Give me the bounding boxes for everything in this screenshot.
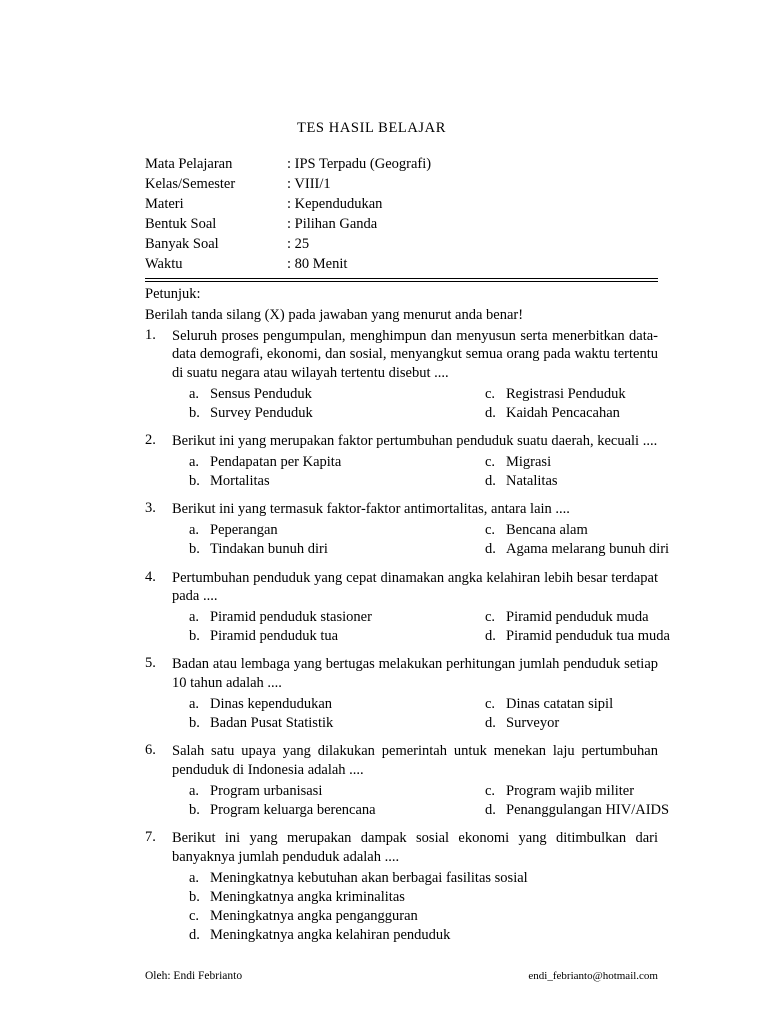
option-letter: c.	[485, 522, 496, 539]
meta-value: : Kependudukan	[287, 196, 383, 213]
option-row	[189, 907, 675, 926]
options-table	[189, 521, 675, 559]
meta-label: Waktu	[145, 256, 183, 273]
meta-label: Bentuk Soal	[145, 216, 217, 233]
option-letter: b.	[189, 541, 200, 558]
option-c[interactable]: Bencana alam	[506, 522, 588, 539]
meta-label: Banyak Soal	[145, 236, 219, 253]
option-letter: a.	[189, 522, 200, 539]
question-text: Pertumbuhan penduduk yang cepat dinamakan angka kelahiran lebih besar terdapat pada ....	[172, 569, 658, 605]
table-row	[145, 195, 658, 215]
table-row	[145, 215, 658, 235]
option-letter: c.	[189, 908, 200, 925]
options-table	[189, 453, 675, 491]
option-c[interactable]: Dinas catatan sipil	[506, 696, 614, 713]
option-a[interactable]: Peperangan	[210, 522, 278, 539]
option-row	[189, 926, 675, 945]
question-text: Berikut ini yang merupakan faktor pertumbuhan penduduk suatu daerah, kecuali ....	[172, 433, 658, 450]
divider	[145, 278, 658, 282]
option-letter: b.	[189, 889, 200, 906]
option-a[interactable]: Program urbanisasi	[210, 783, 323, 800]
questions-list	[145, 326, 670, 946]
options-table	[189, 869, 675, 946]
question-item	[145, 655, 658, 733]
option-d[interactable]: Kaidah Pencacahan	[506, 405, 620, 422]
question-item	[145, 829, 658, 945]
options-table	[189, 695, 675, 733]
option-letter: a.	[189, 609, 200, 626]
option-c[interactable]: Program wajib militer	[506, 783, 635, 800]
option-c[interactable]: Piramid penduduk muda	[506, 609, 649, 626]
footer-email: endi_febrianto@hotmail.com	[528, 970, 658, 982]
option-letter: b.	[189, 802, 200, 819]
option-letter: d.	[485, 628, 496, 645]
question-text: Berikut ini yang termasuk faktor-faktor antimortalitas, antara lain ....	[172, 501, 570, 518]
meta-value: : Pilihan Ganda	[287, 216, 378, 233]
option-letter: d.	[485, 541, 496, 558]
option-letter: b.	[189, 628, 200, 645]
option-row	[189, 714, 675, 733]
option-row	[189, 888, 675, 907]
option-row	[189, 695, 675, 714]
option-letter: d.	[189, 927, 200, 944]
meta-value: : IPS Terpadu (Geografi)	[287, 156, 432, 172]
question-item	[145, 500, 670, 559]
exam-metadata-table	[145, 155, 658, 275]
meta-label: Mata Pelajaran	[145, 156, 233, 172]
question-item	[145, 327, 658, 424]
option-row	[189, 385, 675, 404]
meta-value: : 25	[287, 236, 310, 253]
option-d[interactable]: Piramid penduduk tua muda	[506, 628, 670, 645]
question-item	[145, 432, 658, 491]
option-letter: a.	[189, 696, 200, 713]
question-text: Badan atau lembaga yang bertugas melakukan perhitungan jumlah penduduk setiap 10 tahun adalah ....	[172, 656, 658, 692]
footer-author: Oleh: Endi Febrianto	[145, 970, 243, 982]
meta-value: : 80 Menit	[287, 256, 348, 273]
table-row	[145, 235, 658, 255]
option-d[interactable]: Meningkatnya angka kelahiran penduduk	[210, 927, 451, 944]
question-item	[145, 742, 670, 820]
option-letter: d.	[485, 802, 496, 819]
question-number: 3.	[145, 500, 156, 517]
option-letter: c.	[485, 609, 496, 626]
option-a[interactable]: Pendapatan per Kapita	[210, 454, 342, 471]
option-row	[189, 627, 675, 646]
option-c[interactable]: Migrasi	[506, 454, 552, 471]
option-row	[189, 404, 675, 423]
option-letter: b.	[189, 715, 200, 732]
option-row	[189, 453, 675, 472]
options-table	[189, 385, 675, 423]
option-a[interactable]: Meningkatnya kebutuhan akan berbagai fasilitas sosial	[210, 870, 528, 887]
meta-label: Materi	[145, 196, 184, 213]
table-row	[145, 255, 658, 275]
question-number: 2.	[145, 432, 156, 449]
option-letter: a.	[189, 386, 200, 403]
option-row	[189, 801, 675, 820]
page-footer	[145, 970, 658, 982]
option-b[interactable]: Mortalitas	[210, 473, 270, 490]
option-b[interactable]: Program keluarga berencana	[210, 802, 376, 819]
option-c[interactable]: Meningkatnya angka pengangguran	[210, 908, 418, 925]
option-c[interactable]: Registrasi Penduduk	[506, 386, 626, 403]
question-item	[145, 568, 670, 647]
option-d[interactable]: Surveyor	[506, 715, 560, 732]
option-letter: d.	[485, 473, 496, 490]
table-row	[145, 175, 658, 195]
question-text: Berikut ini yang merupakan dampak sosial ekonomi yang ditimbulkan dari banyaknya jumlah penduduk adalah ....	[172, 830, 658, 866]
option-b[interactable]: Survey Penduduk	[210, 405, 313, 422]
question-text: Seluruh proses pengumpulan, menghimpun dan menyusun serta menerbitkan data-data demografi, ekonomi, dan sosial, menyangkut semua orang pada waktu tertentu di suatu negara atau wilayah tertentu disebut ....	[172, 327, 658, 382]
option-d[interactable]: Natalitas	[506, 473, 558, 490]
option-d[interactable]: Penanggulangan HIV/AIDS	[506, 802, 670, 819]
option-letter: a.	[189, 454, 200, 471]
option-row	[189, 782, 675, 801]
option-row	[189, 521, 675, 540]
option-d[interactable]: Agama melarang bunuh diri	[506, 541, 670, 558]
option-a[interactable]: Sensus Penduduk	[210, 386, 312, 403]
question-number: 4.	[145, 568, 156, 585]
option-letter: c.	[485, 783, 496, 800]
question-text: Salah satu upaya yang dilakukan pemerintah untuk menekan laju pertumbuhan penduduk di Indonesia adalah ....	[172, 743, 658, 779]
option-letter: c.	[485, 386, 496, 403]
option-letter: a.	[189, 783, 200, 800]
meta-value: : VIII/1	[287, 176, 331, 193]
option-letter: c.	[485, 454, 496, 471]
question-number: 1.	[145, 326, 156, 343]
option-row	[189, 608, 675, 627]
option-b[interactable]: Badan Pusat Statistik	[210, 715, 334, 732]
option-b[interactable]: Meningkatnya angka kriminalitas	[210, 889, 405, 906]
option-letter: d.	[485, 405, 496, 422]
option-letter: d.	[485, 715, 496, 732]
option-letter: b.	[189, 473, 200, 490]
option-letter: c.	[485, 696, 496, 713]
option-b[interactable]: Piramid penduduk tua	[210, 628, 339, 645]
options-table	[189, 608, 675, 646]
option-row	[189, 869, 675, 888]
meta-label: Kelas/Semester	[145, 176, 236, 193]
page-title: TES HASIL BELAJAR	[296, 120, 447, 136]
option-letter: a.	[189, 870, 200, 887]
option-a[interactable]: Piramid penduduk stasioner	[210, 609, 372, 626]
option-row	[189, 540, 675, 559]
table-row	[145, 155, 658, 175]
instructions-heading: Petunjuk:	[145, 285, 201, 302]
options-table	[189, 782, 675, 820]
question-number: 5.	[145, 655, 156, 672]
option-b[interactable]: Tindakan bunuh diri	[210, 541, 328, 558]
question-number: 7.	[145, 829, 156, 846]
option-letter: b.	[189, 405, 200, 422]
option-row	[189, 472, 675, 491]
question-number: 6.	[145, 742, 156, 759]
instructions-text: Berilah tanda silang (X) pada jawaban yang menurut anda benar!	[145, 306, 524, 323]
option-a[interactable]: Dinas kependudukan	[210, 696, 333, 713]
